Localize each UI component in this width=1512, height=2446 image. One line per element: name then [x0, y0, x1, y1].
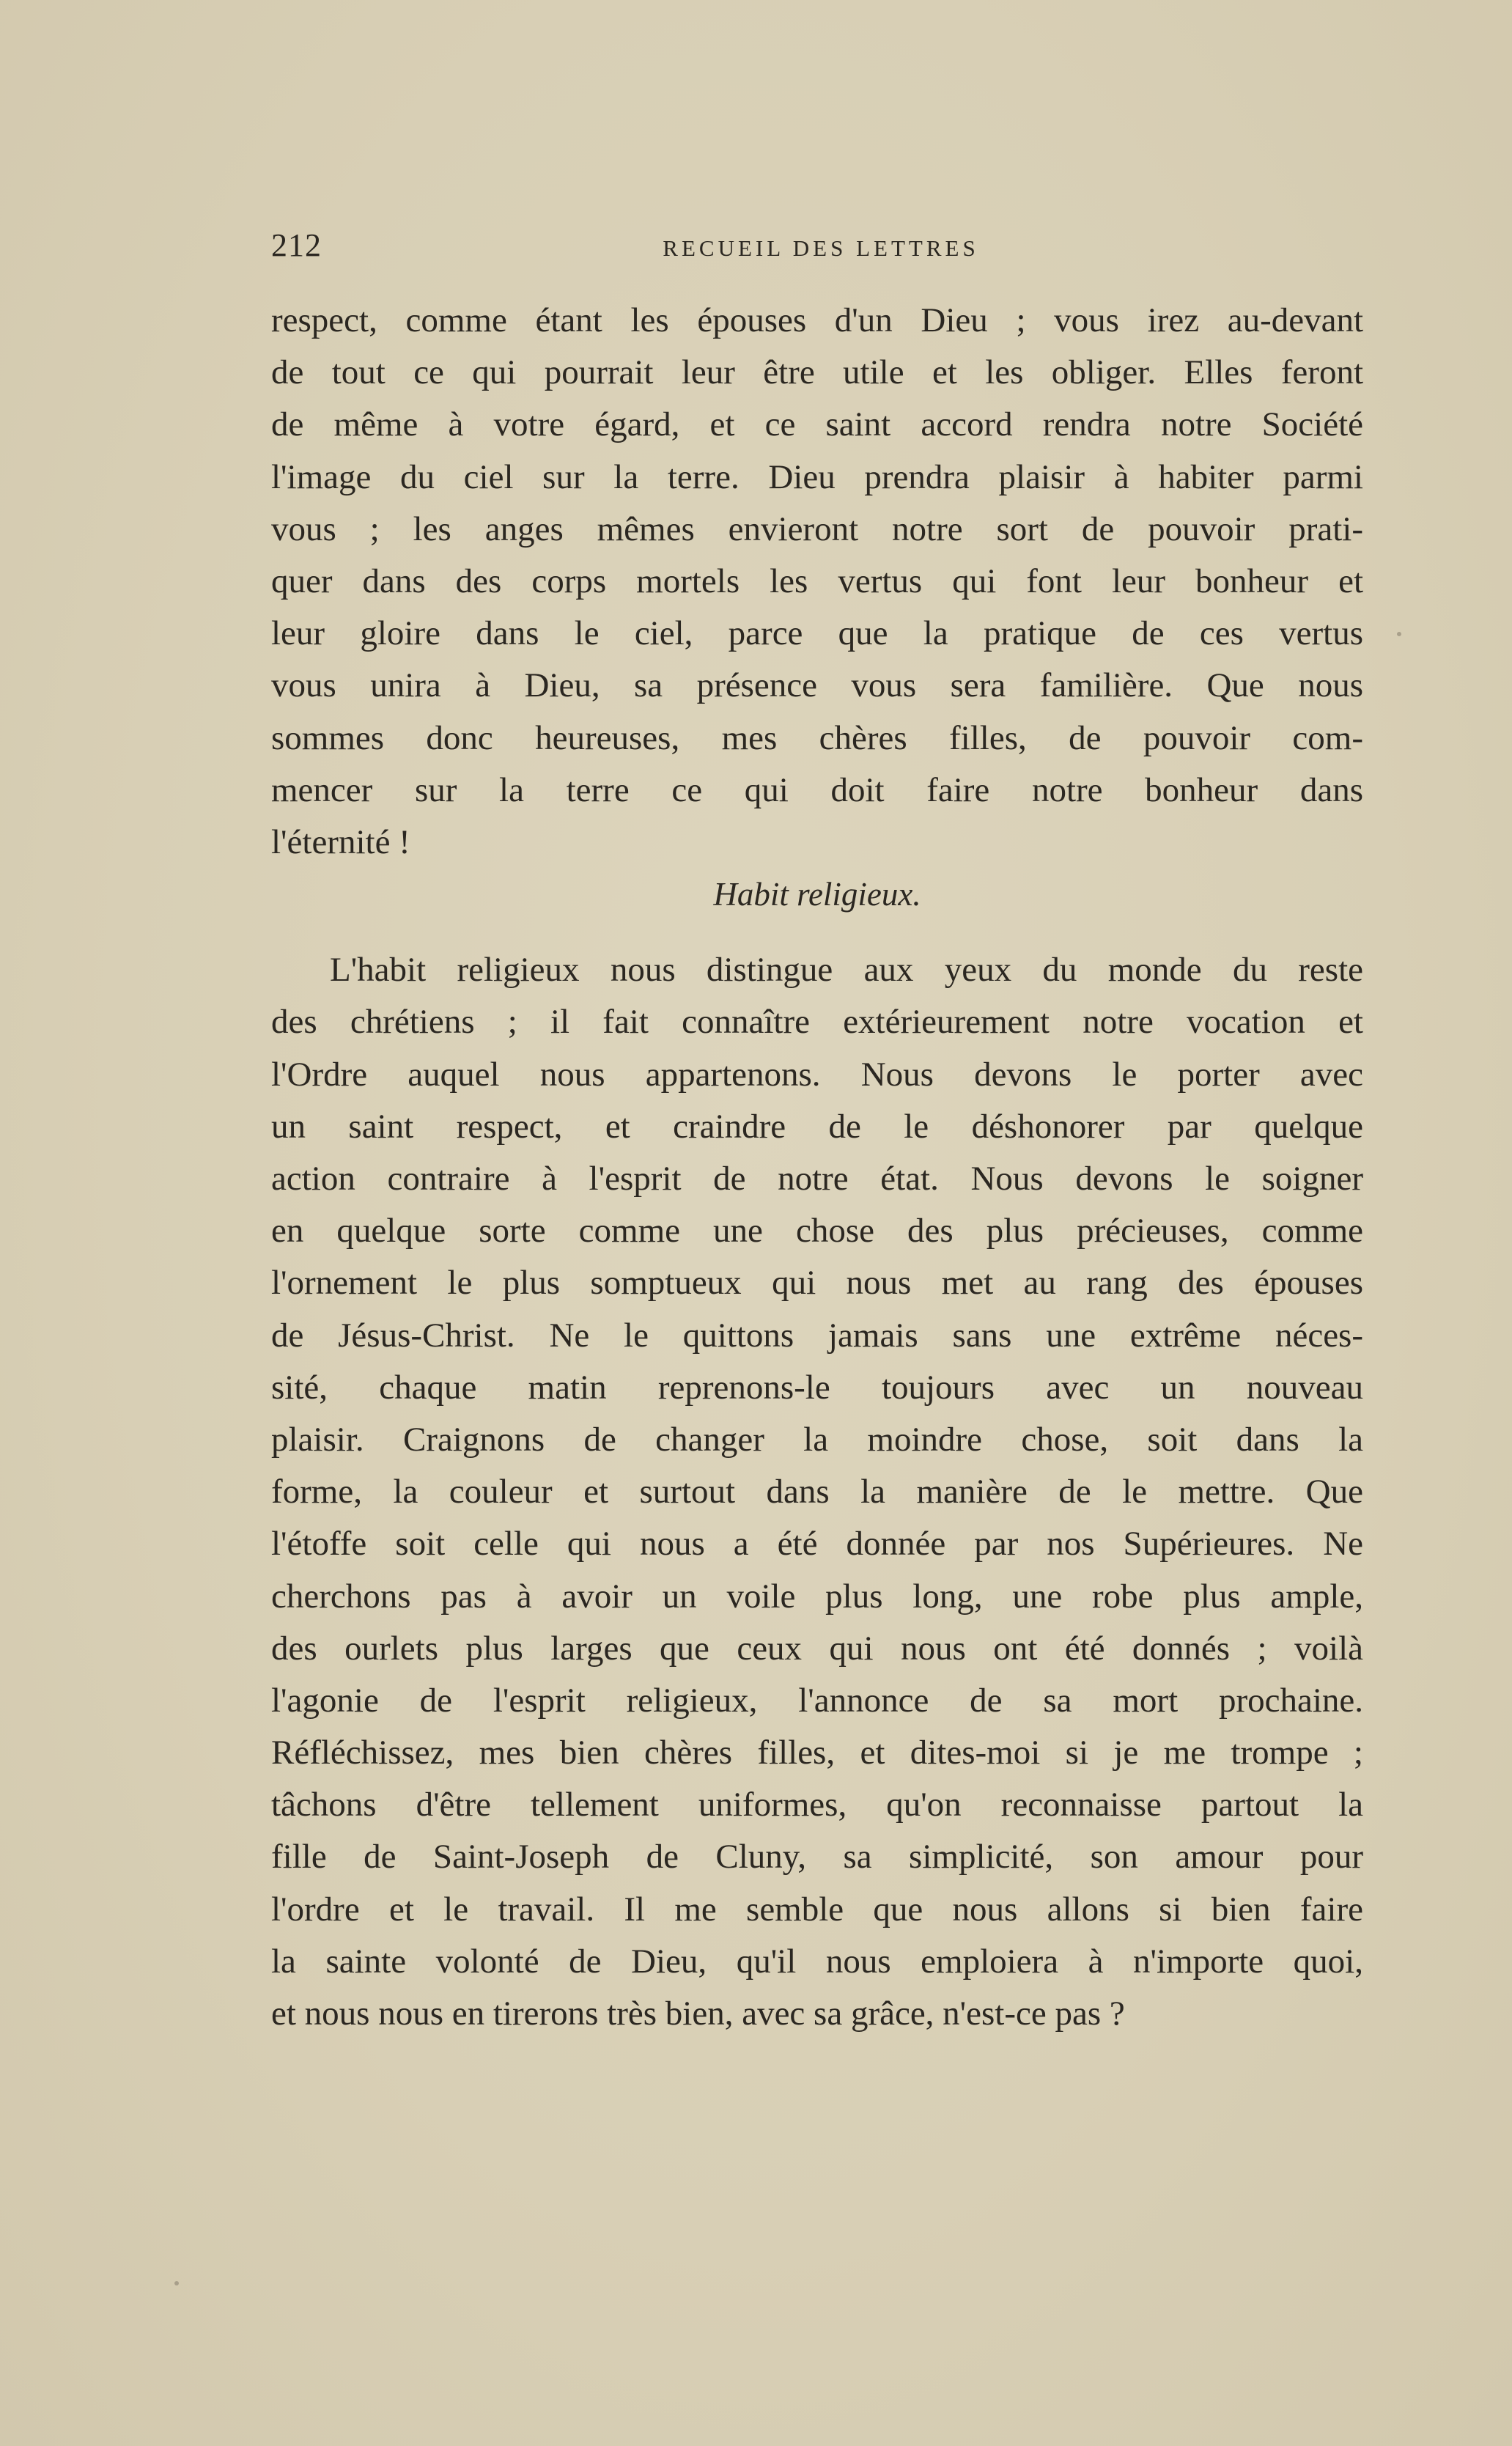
- running-head: [271, 224, 1363, 268]
- text-line: forme, la couleur et surtout dans la manière de le mettre. Que: [271, 1473, 1363, 1511]
- running-title: RECUEIL DES LETTRES: [663, 235, 979, 261]
- text-line: sité, chaque matin reprenons-le toujours avec un nouveau: [271, 1368, 1363, 1407]
- page-number: 212: [271, 227, 322, 263]
- text-line: de même à votre égard, et ce saint accord rendra notre Société: [271, 405, 1363, 444]
- text-line: l'image du ciel sur la terre. Dieu prendra plaisir à habiter parmi: [271, 457, 1363, 496]
- text-line: l'ornement le plus somptueux qui nous met au rang des épouses: [271, 1264, 1363, 1303]
- text-line: de tout ce qui pourrait leur être utile et les obliger. Elles feront: [271, 353, 1363, 392]
- text-line: fille de Saint-Joseph de Cluny, sa simplicité, son amour pour: [271, 1838, 1363, 1876]
- text-line: en quelque sorte comme une chose des plus précieuses, comme: [271, 1212, 1363, 1250]
- text-line: sommes donc heureuses, mes chères filles, de pouvoir com-: [271, 718, 1363, 757]
- paper-speck: [174, 2281, 179, 2285]
- text-line: l'étoffe soit celle qui nous a été donnée par nos Supérieures. Ne: [271, 1525, 1363, 1563]
- body-text: [271, 295, 1363, 2040]
- text-line: des ourlets plus larges que ceux qui nous ont été donnés ; voilà: [271, 1629, 1363, 1668]
- text-line: quer dans des corps mortels les vertus qui font leur bonheur et: [271, 561, 1363, 600]
- text-line: vous unira à Dieu, sa présence vous sera familière. Que nous: [271, 666, 1363, 705]
- text-line: l'éternité !: [271, 822, 410, 861]
- text-line: l'agonie de l'esprit religieux, l'annonce de sa mort prochaine.: [271, 1681, 1363, 1720]
- text-line: vous ; les anges mêmes envieront notre sort de pouvoir prati-: [271, 509, 1363, 548]
- text-line: l'Ordre auquel nous appartenons. Nous devons le porter avec: [271, 1055, 1363, 1094]
- text-line: de Jésus-Christ. Ne le quittons jamais sans une extrême néces-: [271, 1316, 1363, 1355]
- text-line: tâchons d'être tellement uniformes, qu'on reconnaisse partout la: [271, 1786, 1363, 1824]
- text-line: Réfléchissez, mes bien chères filles, et dites-moi si je me trompe ;: [271, 1734, 1363, 1772]
- text-line: la sainte volonté de Dieu, qu'il nous emploiera à n'importe quoi,: [271, 1942, 1363, 1981]
- text-line: action contraire à l'esprit de notre état. Nous devons le soigner: [271, 1160, 1363, 1198]
- text-line: leur gloire dans le ciel, parce que la pratique de ces vertus: [271, 614, 1363, 653]
- text-line: respect, comme étant les épouses d'un Dieu ; vous irez au-devant: [271, 301, 1363, 339]
- text-line: cherchons pas à avoir un voile plus long, une robe plus ample,: [271, 1577, 1363, 1616]
- text-line: un saint respect, et craindre de le déshonorer par quelque: [271, 1107, 1363, 1146]
- section-heading: Habit religieux.: [713, 876, 921, 913]
- text-line: l'ordre et le travail. Il me semble que nous allons si bien faire: [271, 1890, 1363, 1929]
- text-line: mencer sur la terre ce qui doit faire notre bonheur dans: [271, 770, 1363, 809]
- text-line: et nous nous en tirerons très bien, avec sa grâce, n'est-ce pas ?: [271, 1994, 1125, 2033]
- text-line: des chrétiens ; il fait connaître extérieurement notre vocation et: [271, 1003, 1363, 1042]
- text-line: plaisir. Craignons de changer la moindre chose, soit dans la: [271, 1420, 1363, 1459]
- text-line: L'habit religieux nous distingue aux yeux du monde du reste: [330, 951, 1363, 990]
- paper-speck: [1397, 632, 1401, 636]
